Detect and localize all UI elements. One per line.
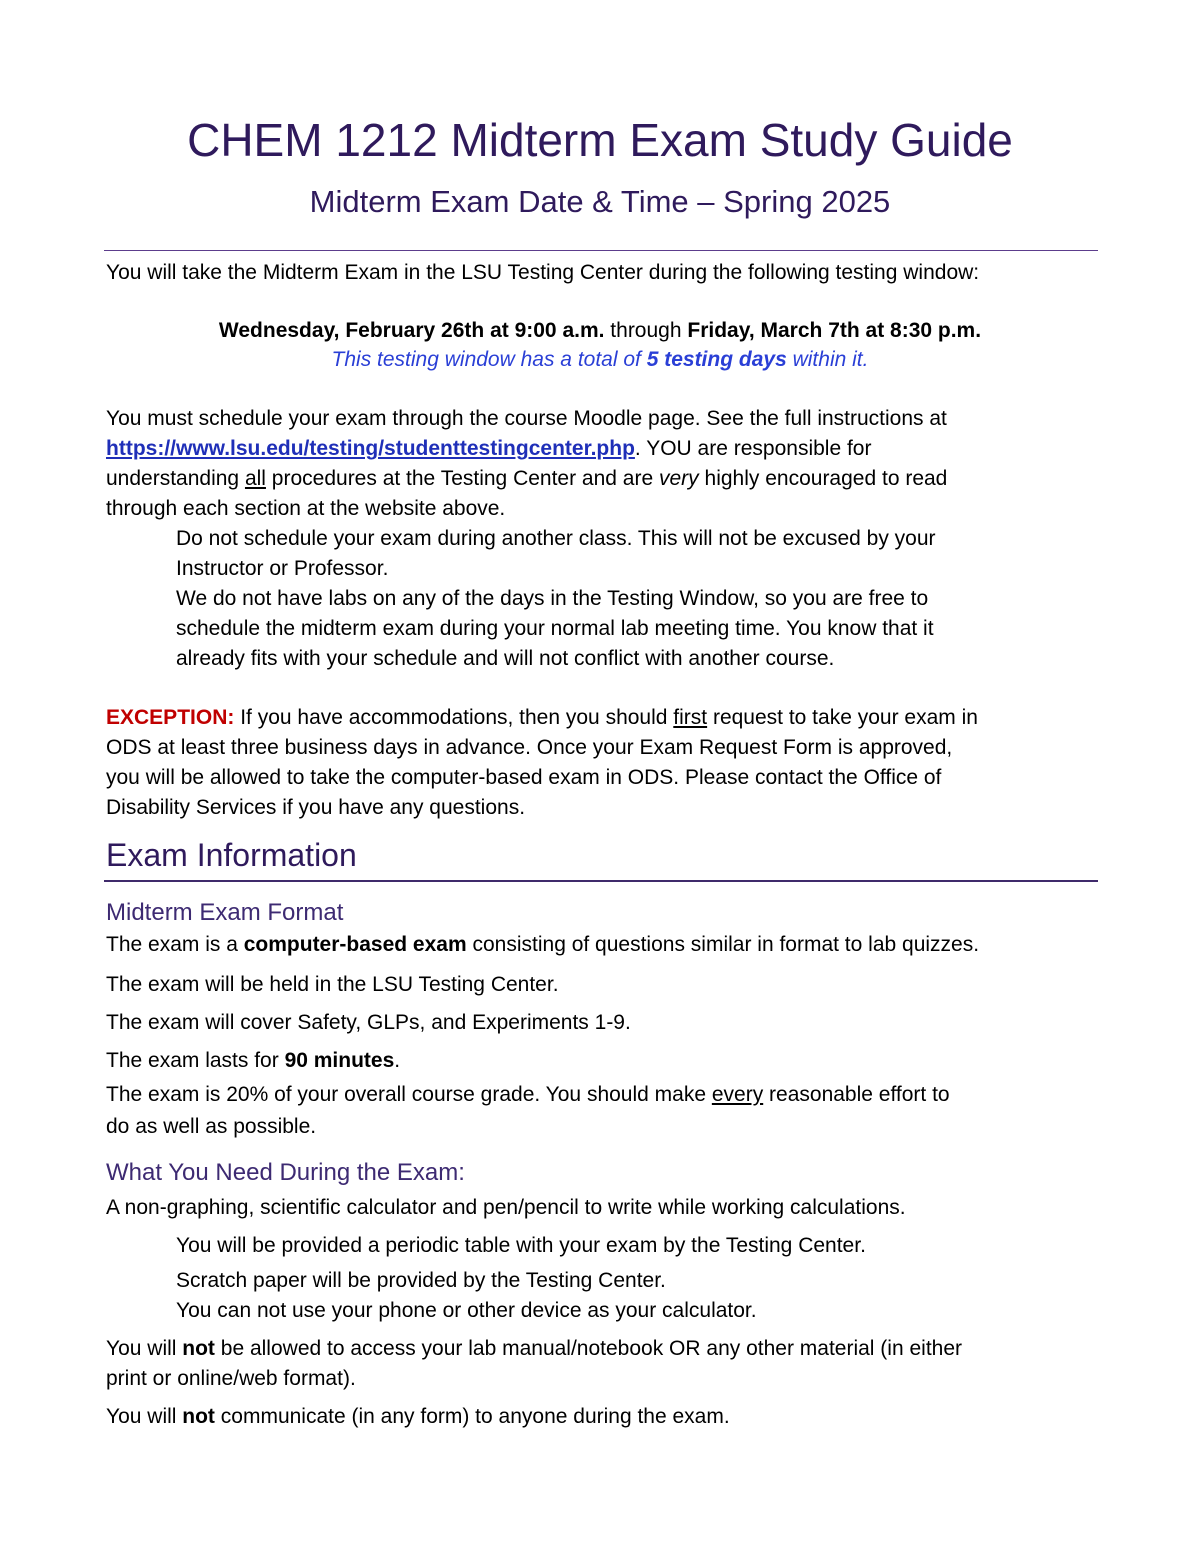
- needs-text: You will: [106, 1337, 183, 1360]
- not-emphasis: not: [182, 1337, 215, 1360]
- exception-label: EXCEPTION:: [106, 706, 235, 729]
- window-start: Wednesday, February 26th at 9:00 a.m.: [218, 319, 605, 342]
- schedule-paragraph-line2: [106, 434, 871, 464]
- exception-line2: ODS at least three business days in advance. Once your Exam Request Form is approved,: [106, 736, 953, 759]
- exception-text: request to take your exam in: [707, 706, 978, 729]
- exception-line1: [106, 703, 978, 733]
- format-text: reasonable effort to: [763, 1083, 950, 1106]
- note-text-a: This testing window has a total of: [331, 348, 647, 371]
- emphasis-first: first: [673, 706, 708, 729]
- bullet-no-phone: You can not use your phone or other device as your calculator.: [176, 1299, 757, 1322]
- page-subtitle: Midterm Exam Date & Time – Spring 2025: [309, 184, 891, 219]
- bullet-scratch-paper: Scratch paper will be provided by the Testing Center.: [176, 1269, 666, 1292]
- emphasis-very: very: [659, 467, 699, 490]
- section-divider: [104, 880, 1098, 882]
- page-title: CHEM 1212 Midterm Exam Study Guide: [187, 114, 1013, 166]
- testing-window: [0, 316, 1200, 346]
- schedule-text: procedures at the Testing Center and are: [265, 467, 659, 490]
- needs-no-communication: [106, 1402, 730, 1432]
- title-divider: [104, 250, 1098, 251]
- exception-line4: Disability Services if you have any questions.: [106, 796, 526, 819]
- schedule-text: highly encouraged to read: [698, 467, 948, 490]
- bullet-no-labs-cont: already fits with your schedule and will not conflict with another course.: [176, 647, 835, 670]
- schedule-paragraph-line3: [106, 464, 947, 494]
- intro-text: You will take the Midterm Exam in the LSU Testing Center during the following testing window:: [106, 261, 980, 284]
- format-grade-weight-cont: do as well as possible.: [106, 1115, 317, 1138]
- exam-needs-heading: What You Need During the Exam:: [106, 1159, 465, 1186]
- format-duration: [106, 1046, 400, 1076]
- schedule-text: understanding: [106, 467, 245, 490]
- note-text-c: within it.: [786, 348, 869, 371]
- format-text: consisting of questions similar in format to lab quizzes.: [466, 933, 980, 956]
- bullet-no-class-conflict: Do not schedule your exam during another class. This will not be excused by your: [176, 527, 936, 550]
- needs-no-materials-cont: print or online/web format).: [106, 1367, 356, 1390]
- emphasis-every: every: [711, 1083, 764, 1106]
- emphasis-all: all: [244, 467, 266, 490]
- exception-line3: you will be allowed to take the computer-based exam in ODS. Please contact the Office of: [106, 766, 942, 789]
- testing-days-count: 5 testing days: [646, 348, 787, 371]
- needs-text: You will: [106, 1405, 183, 1428]
- bullet-no-class-conflict-cont: Instructor or Professor.: [176, 557, 389, 580]
- schedule-paragraph-line4: through each section at the website above.: [106, 497, 506, 520]
- needs-text: communicate (in any form) to anyone during the exam.: [214, 1405, 730, 1428]
- exam-format-heading: Midterm Exam Format: [106, 899, 344, 926]
- bullet-periodic-table: You will be provided a periodic table with your exam by the Testing Center.: [176, 1234, 866, 1257]
- format-coverage: The exam will cover Safety, GLPs, and Experiments 1-9.: [106, 1011, 631, 1034]
- exception-text: If you have accommodations, then you should: [234, 706, 674, 729]
- exam-information-heading: Exam Information: [106, 837, 357, 873]
- not-emphasis: not: [182, 1405, 215, 1428]
- schedule-text: . YOU are responsible for: [634, 437, 872, 460]
- format-text: The exam lasts for: [106, 1049, 285, 1072]
- duration-emphasis: 90 minutes: [284, 1049, 395, 1072]
- format-grade-weight: [106, 1080, 950, 1110]
- window-end: Friday, March 7th at 8:30 p.m.: [687, 319, 982, 342]
- needs-text: be allowed to access your lab manual/notebook OR any other material (in either: [214, 1337, 963, 1360]
- format-computer-based: [106, 930, 979, 960]
- bullet-no-labs-cont: schedule the midterm exam during your normal lab meeting time. You know that it: [176, 617, 934, 640]
- testing-center-link[interactable]: https://www.lsu.edu/testing/studenttestingcenter.php: [106, 437, 635, 460]
- format-text: .: [394, 1049, 401, 1072]
- window-through: through: [604, 319, 688, 342]
- format-text: The exam is a: [106, 933, 244, 956]
- testing-days-note: [0, 345, 1200, 375]
- bullet-no-labs: We do not have labs on any of the days in the Testing Window, so you are free to: [176, 587, 929, 610]
- format-text: The exam is 20% of your overall course grade. You should make: [106, 1083, 712, 1106]
- computer-based-emphasis: computer-based exam: [243, 933, 467, 956]
- needs-calculator: A non-graphing, scientific calculator and pen/pencil to write while working calculations.: [106, 1196, 906, 1219]
- schedule-paragraph-line1: You must schedule your exam through the course Moodle page. See the full instructions at: [106, 407, 947, 430]
- format-location: The exam will be held in the LSU Testing Center.: [106, 973, 559, 996]
- needs-no-materials: [106, 1334, 962, 1364]
